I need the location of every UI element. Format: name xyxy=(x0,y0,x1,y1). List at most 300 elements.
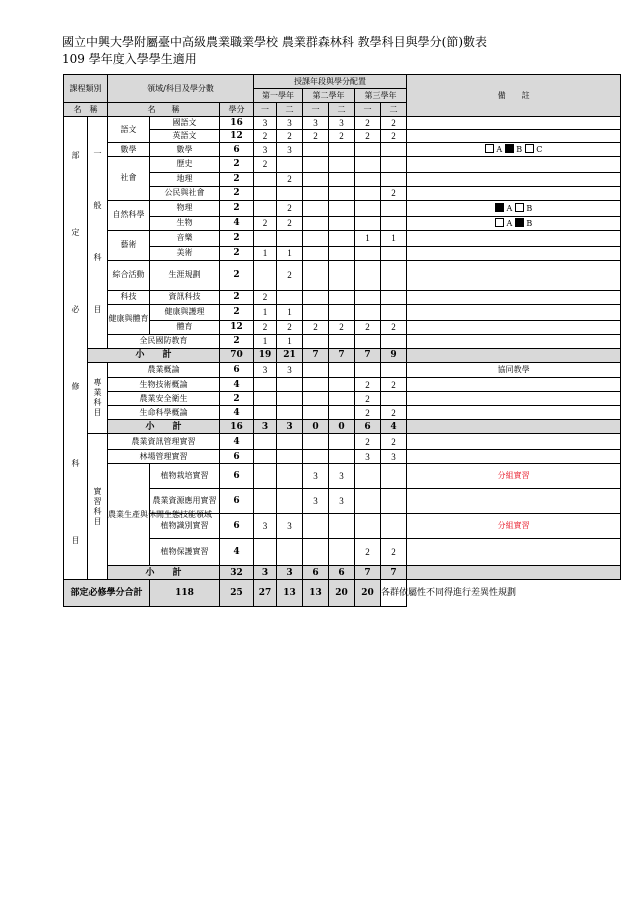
table-row xyxy=(64,200,621,216)
semester-credit: 2 xyxy=(254,216,277,230)
semester-credit xyxy=(303,230,329,246)
allocation-header: 授課年段與學分配置 xyxy=(254,75,407,89)
remark-cell xyxy=(407,539,621,566)
semester-credit: 2 xyxy=(303,320,329,334)
remark-cell: 分組實習 xyxy=(407,464,621,489)
semester-credit: 1 xyxy=(277,334,303,348)
practical-category-cell xyxy=(88,434,108,580)
semester-credit xyxy=(303,143,329,157)
subtotal-semester: 7 xyxy=(303,348,329,362)
domain-science: 自然科學 xyxy=(108,200,150,230)
semester-credit xyxy=(254,200,277,216)
subject-name: 生物技術概論 xyxy=(108,378,220,392)
semester-credit: 2 xyxy=(254,157,277,173)
semester-credit: 3 xyxy=(303,464,329,489)
subject-name: 公民與社會 xyxy=(150,186,220,200)
professional-category-cell xyxy=(88,362,108,434)
semester-credit: 3 xyxy=(303,489,329,514)
subtotal-semester: 6 xyxy=(303,566,329,580)
filled-checkbox-icon xyxy=(505,144,514,153)
semester-credit xyxy=(381,514,407,539)
table-row xyxy=(64,143,621,157)
remark-cell xyxy=(407,172,621,186)
semester-credit xyxy=(355,489,381,514)
remark-cell xyxy=(407,489,621,514)
semester-credit xyxy=(303,334,329,348)
required-category-label: 部定必修科目 xyxy=(71,151,80,545)
semester-credit xyxy=(355,464,381,489)
semester-credit: 2 xyxy=(254,130,277,143)
semester-credit xyxy=(254,260,277,290)
subtotal-semester: 6 xyxy=(329,566,355,580)
document-title xyxy=(62,34,487,68)
option-label: A xyxy=(496,145,503,154)
title-line-2: 109 學年度入學學生適用 xyxy=(62,52,197,66)
semester-credit xyxy=(381,290,407,304)
semester-credit: 1 xyxy=(254,246,277,260)
domain-math: 數學 xyxy=(108,143,150,157)
semester-credit xyxy=(277,157,303,173)
semester-credit xyxy=(329,362,355,378)
subtotal-row xyxy=(64,348,621,362)
total-semester: 20 xyxy=(355,580,381,607)
semester-credit xyxy=(254,392,277,406)
subject-credits: 2 xyxy=(220,230,254,246)
semester-credit xyxy=(329,539,355,566)
remark-cell xyxy=(407,348,621,362)
semester-credit xyxy=(329,514,355,539)
subject-credits: 4 xyxy=(220,406,254,420)
subtotal-semester: 7 xyxy=(329,348,355,362)
subject-credits: 2 xyxy=(220,246,254,260)
semester-credit: 2 xyxy=(277,172,303,186)
semester-credit: 1 xyxy=(277,246,303,260)
semester-credit xyxy=(303,200,329,216)
subject-credits: 2 xyxy=(220,260,254,290)
semester-credit xyxy=(381,260,407,290)
semester-credit xyxy=(355,514,381,539)
semester-credit xyxy=(329,230,355,246)
semester-credit xyxy=(254,186,277,200)
sem-header: 一 xyxy=(254,103,277,117)
semester-credit xyxy=(381,464,407,489)
semester-credit xyxy=(303,362,329,378)
semester-credit: 1 xyxy=(355,230,381,246)
semester-credit xyxy=(381,200,407,216)
semester-credit xyxy=(329,406,355,420)
semester-credit xyxy=(277,450,303,464)
semester-credit: 3 xyxy=(277,514,303,539)
subject-name: 體育 xyxy=(150,320,220,334)
semester-credit xyxy=(329,392,355,406)
title-line-1: 國立中興大學附屬臺中高級農業職業學校 農業群森林科 教學科目與學分(節)數表 xyxy=(62,35,487,49)
semester-credit xyxy=(303,378,329,392)
semester-credit xyxy=(277,378,303,392)
semester-credit xyxy=(303,514,329,539)
semester-credit: 2 xyxy=(355,320,381,334)
credits-header: 學分 xyxy=(220,103,254,117)
semester-credit xyxy=(355,362,381,378)
table-row xyxy=(64,362,621,378)
remark-cell xyxy=(407,320,621,334)
remark-cell xyxy=(407,260,621,290)
semester-credit xyxy=(329,304,355,320)
semester-credit: 2 xyxy=(355,130,381,143)
subject-name: 植物栽培實習 xyxy=(150,464,220,489)
subject-name: 國語文 xyxy=(150,117,220,130)
semester-credit xyxy=(277,464,303,489)
semester-credit xyxy=(277,489,303,514)
total-semester: 27 xyxy=(254,580,277,607)
general-category-label: 一般科目 xyxy=(93,149,102,315)
semester-credit xyxy=(277,392,303,406)
semester-credit xyxy=(355,186,381,200)
domain-integrated: 綜合活動 xyxy=(108,260,150,290)
subtotal-credits: 16 xyxy=(220,420,254,434)
subject-credits: 2 xyxy=(220,334,254,348)
semester-credit xyxy=(254,172,277,186)
semester-credit xyxy=(381,246,407,260)
semester-credit xyxy=(329,334,355,348)
semester-credit xyxy=(303,450,329,464)
semester-credit: 2 xyxy=(277,200,303,216)
subject-name: 美術 xyxy=(150,246,220,260)
sem-header: 一 xyxy=(355,103,381,117)
semester-credit: 1 xyxy=(254,304,277,320)
remark-cell xyxy=(407,230,621,246)
semester-credit xyxy=(329,290,355,304)
subtotal-semester: 9 xyxy=(381,348,407,362)
subtotal-semester: 19 xyxy=(254,348,277,362)
remark-cell xyxy=(407,304,621,320)
subtotal-label: 小 計 xyxy=(108,420,220,434)
semester-credit xyxy=(254,406,277,420)
remark-cell xyxy=(407,334,621,348)
semester-credit xyxy=(254,464,277,489)
remark-cell: 分組實習 xyxy=(407,514,621,539)
name-header: 名 稱 xyxy=(64,103,108,117)
semester-credit: 2 xyxy=(381,130,407,143)
semester-credit: 2 xyxy=(277,320,303,334)
subject-credits: 6 xyxy=(220,489,254,514)
semester-credit: 2 xyxy=(381,406,407,420)
subject-credits: 12 xyxy=(220,130,254,143)
semester-credit: 3 xyxy=(303,117,329,130)
subject-name: 健康與護理 xyxy=(150,304,220,320)
subject-name: 音樂 xyxy=(150,230,220,246)
sem-header: 二 xyxy=(277,103,303,117)
subject-name: 資訊科技 xyxy=(150,290,220,304)
semester-credit: 3 xyxy=(254,514,277,539)
subject-credits: 4 xyxy=(220,539,254,566)
subtotal-semester: 4 xyxy=(381,420,407,434)
practical-category-label: 實習科目 xyxy=(93,486,102,526)
remark-cell xyxy=(407,186,621,200)
subtotal-semester: 3 xyxy=(277,566,303,580)
subject-credits: 2 xyxy=(220,304,254,320)
semester-credit xyxy=(277,539,303,566)
subject-name: 生命科學概論 xyxy=(108,406,220,420)
semester-credit: 2 xyxy=(381,378,407,392)
subtotal-semester: 21 xyxy=(277,348,303,362)
semester-credit xyxy=(303,216,329,230)
semester-credit xyxy=(303,392,329,406)
subject-name: 農業安全衛生 xyxy=(108,392,220,406)
subject-name: 歷史 xyxy=(150,157,220,173)
remark-cell xyxy=(407,392,621,406)
total-semester: 13 xyxy=(277,580,303,607)
physics-option-remark xyxy=(407,200,621,216)
option-label: A xyxy=(506,218,513,228)
subtotal-semester: 0 xyxy=(303,420,329,434)
name-header-2: 名 稱 xyxy=(108,103,220,117)
remark-cell xyxy=(407,130,621,143)
semester-credit xyxy=(381,392,407,406)
subject-credits: 6 xyxy=(220,464,254,489)
subject-name: 農業資訊管理實習 xyxy=(108,434,220,450)
semester-credit xyxy=(355,172,381,186)
semester-credit xyxy=(303,186,329,200)
subtotal-semester: 3 xyxy=(254,566,277,580)
semester-credit xyxy=(303,539,329,566)
table-row xyxy=(64,290,621,304)
subject-credits: 2 xyxy=(220,290,254,304)
domain-chinese: 語文 xyxy=(108,117,150,143)
table-row xyxy=(64,434,621,450)
subject-credits: 6 xyxy=(220,450,254,464)
subject-credits: 2 xyxy=(220,200,254,216)
semester-credit xyxy=(277,230,303,246)
remark-cell xyxy=(407,117,621,130)
curriculum-table xyxy=(63,74,621,607)
semester-credit xyxy=(381,216,407,230)
subject-credits: 6 xyxy=(220,514,254,539)
domain-social: 社會 xyxy=(108,157,150,201)
semester-credit: 2 xyxy=(277,216,303,230)
semester-credit: 2 xyxy=(381,320,407,334)
required-category-cell xyxy=(64,117,88,580)
sem-header: 二 xyxy=(329,103,355,117)
semester-credit: 2 xyxy=(355,392,381,406)
semester-credit xyxy=(329,434,355,450)
subject-name: 植物保護實習 xyxy=(150,539,220,566)
semester-credit: 3 xyxy=(329,117,355,130)
remark-cell xyxy=(407,157,621,173)
semester-credit xyxy=(329,143,355,157)
semester-credit: 3 xyxy=(277,362,303,378)
remark-cell xyxy=(407,434,621,450)
semester-credit xyxy=(381,334,407,348)
subtotal-semester: 3 xyxy=(277,420,303,434)
semester-credit: 3 xyxy=(254,362,277,378)
semester-credit xyxy=(254,230,277,246)
empty-checkbox-icon xyxy=(485,144,494,153)
semester-credit xyxy=(355,334,381,348)
semester-credit xyxy=(277,290,303,304)
semester-credit: 2 xyxy=(381,117,407,130)
semester-credit: 2 xyxy=(355,117,381,130)
option-label: A xyxy=(506,203,513,213)
subject-credits: 6 xyxy=(220,362,254,378)
subject-name: 農業概論 xyxy=(108,362,220,378)
semester-credit: 1 xyxy=(381,230,407,246)
subject-credits: 4 xyxy=(220,434,254,450)
domain-agri-group: 農業生產與休閒生態技能領域 xyxy=(108,464,150,566)
semester-credit: 3 xyxy=(277,117,303,130)
subject-credits: 2 xyxy=(220,392,254,406)
subject-name: 農業資源應用實習 xyxy=(150,489,220,514)
semester-credit xyxy=(254,539,277,566)
subtotal-semester: 7 xyxy=(355,348,381,362)
table-row xyxy=(64,117,621,130)
subtotal-row xyxy=(64,420,621,434)
total-semester: 25 xyxy=(220,580,254,607)
filled-checkbox-icon xyxy=(515,218,524,227)
semester-credit: 2 xyxy=(303,130,329,143)
remark-cell xyxy=(407,378,621,392)
semester-credit: 2 xyxy=(329,130,355,143)
general-category-cell xyxy=(88,117,108,349)
remark-cell xyxy=(407,450,621,464)
subtotal-semester: 7 xyxy=(381,566,407,580)
semester-credit xyxy=(254,450,277,464)
semester-credit xyxy=(329,157,355,173)
semester-credit xyxy=(329,260,355,290)
year3-header: 第三學年 xyxy=(355,89,407,103)
semester-credit xyxy=(381,143,407,157)
subtotal-semester: 0 xyxy=(329,420,355,434)
year2-header: 第二學年 xyxy=(303,89,355,103)
semester-credit xyxy=(277,434,303,450)
table-row xyxy=(64,304,621,320)
semester-credit xyxy=(303,304,329,320)
professional-category-label: 專業科目 xyxy=(93,377,102,417)
semester-credit xyxy=(303,290,329,304)
domain-health: 健康與體育 xyxy=(108,304,150,334)
subject-name: 林場管理實習 xyxy=(108,450,220,464)
subtotal-label: 小 計 xyxy=(108,566,220,580)
semester-credit xyxy=(355,200,381,216)
table-row xyxy=(64,230,621,246)
subtotal-row xyxy=(64,566,621,580)
semester-credit xyxy=(355,143,381,157)
semester-credit xyxy=(277,406,303,420)
option-label: C xyxy=(536,145,543,154)
semester-credit xyxy=(381,172,407,186)
total-semester: 13 xyxy=(303,580,329,607)
total-row xyxy=(64,580,621,607)
semester-credit xyxy=(381,489,407,514)
subject-credits: 2 xyxy=(220,172,254,186)
semester-credit: 2 xyxy=(355,406,381,420)
subject-name: 數學 xyxy=(150,143,220,157)
domain-header: 領域/科目及學分數 xyxy=(108,75,254,103)
category-header: 課程類別 xyxy=(64,75,108,103)
semester-credit xyxy=(355,216,381,230)
remark-cell xyxy=(407,290,621,304)
empty-checkbox-icon xyxy=(495,218,504,227)
semester-credit xyxy=(329,450,355,464)
semester-credit: 2 xyxy=(329,320,355,334)
semester-credit: 3 xyxy=(355,450,381,464)
filled-checkbox-icon xyxy=(495,203,504,212)
year1-header: 第一學年 xyxy=(254,89,303,103)
semester-credit xyxy=(381,362,407,378)
total-remark: 各群依屬性不同得進行差異性規劃 xyxy=(381,580,407,607)
semester-credit xyxy=(303,157,329,173)
semester-credit: 2 xyxy=(355,539,381,566)
sem-header: 二 xyxy=(381,103,407,117)
table-row xyxy=(64,157,621,173)
subject-credits: 2 xyxy=(220,157,254,173)
semester-credit xyxy=(329,186,355,200)
semester-credit: 1 xyxy=(254,334,277,348)
semester-credit xyxy=(277,186,303,200)
semester-credit: 3 xyxy=(277,143,303,157)
semester-credit: 3 xyxy=(254,117,277,130)
semester-credit: 2 xyxy=(254,320,277,334)
subject-name: 生涯規劃 xyxy=(150,260,220,290)
semester-credit xyxy=(329,172,355,186)
semester-credit: 2 xyxy=(381,539,407,566)
subtotal-semester: 7 xyxy=(355,566,381,580)
subject-credits: 12 xyxy=(220,320,254,334)
table-row xyxy=(64,450,621,464)
total-semester: 20 xyxy=(329,580,355,607)
biology-option-remark xyxy=(407,216,621,230)
remark-cell: 協同教學 xyxy=(407,362,621,378)
subject-name: 全民國防教育 xyxy=(108,334,220,348)
table-row xyxy=(64,334,621,348)
remark-cell xyxy=(407,566,621,580)
semester-credit: 3 xyxy=(329,464,355,489)
subject-name: 生物 xyxy=(150,216,220,230)
semester-credit xyxy=(303,172,329,186)
sem-header: 一 xyxy=(303,103,329,117)
semester-credit: 2 xyxy=(277,130,303,143)
subject-credits: 4 xyxy=(220,378,254,392)
semester-credit: 2 xyxy=(277,260,303,290)
domain-tech: 科技 xyxy=(108,290,150,304)
math-option-remark xyxy=(407,143,621,157)
subject-name: 物理 xyxy=(150,200,220,216)
subject-credits: 6 xyxy=(220,143,254,157)
remarks-header: 備 註 xyxy=(407,75,621,117)
semester-credit: 1 xyxy=(277,304,303,320)
subject-name: 英語文 xyxy=(150,130,220,143)
semester-credit xyxy=(355,304,381,320)
semester-credit xyxy=(355,246,381,260)
remark-cell xyxy=(407,246,621,260)
semester-credit xyxy=(329,216,355,230)
semester-credit: 2 xyxy=(254,290,277,304)
subtotal-semester: 3 xyxy=(254,420,277,434)
subtotal-credits: 70 xyxy=(220,348,254,362)
table-row xyxy=(64,260,621,262)
semester-credit: 2 xyxy=(381,186,407,200)
remark-cell xyxy=(407,406,621,420)
subject-name: 植物識別實習 xyxy=(150,514,220,539)
subject-credits: 4 xyxy=(220,216,254,230)
semester-credit: 2 xyxy=(381,434,407,450)
semester-credit: 2 xyxy=(355,434,381,450)
semester-credit xyxy=(254,378,277,392)
option-label: B xyxy=(526,218,533,228)
semester-credit xyxy=(381,157,407,173)
table-row xyxy=(64,464,621,466)
domain-arts: 藝術 xyxy=(108,230,150,260)
semester-credit xyxy=(355,157,381,173)
